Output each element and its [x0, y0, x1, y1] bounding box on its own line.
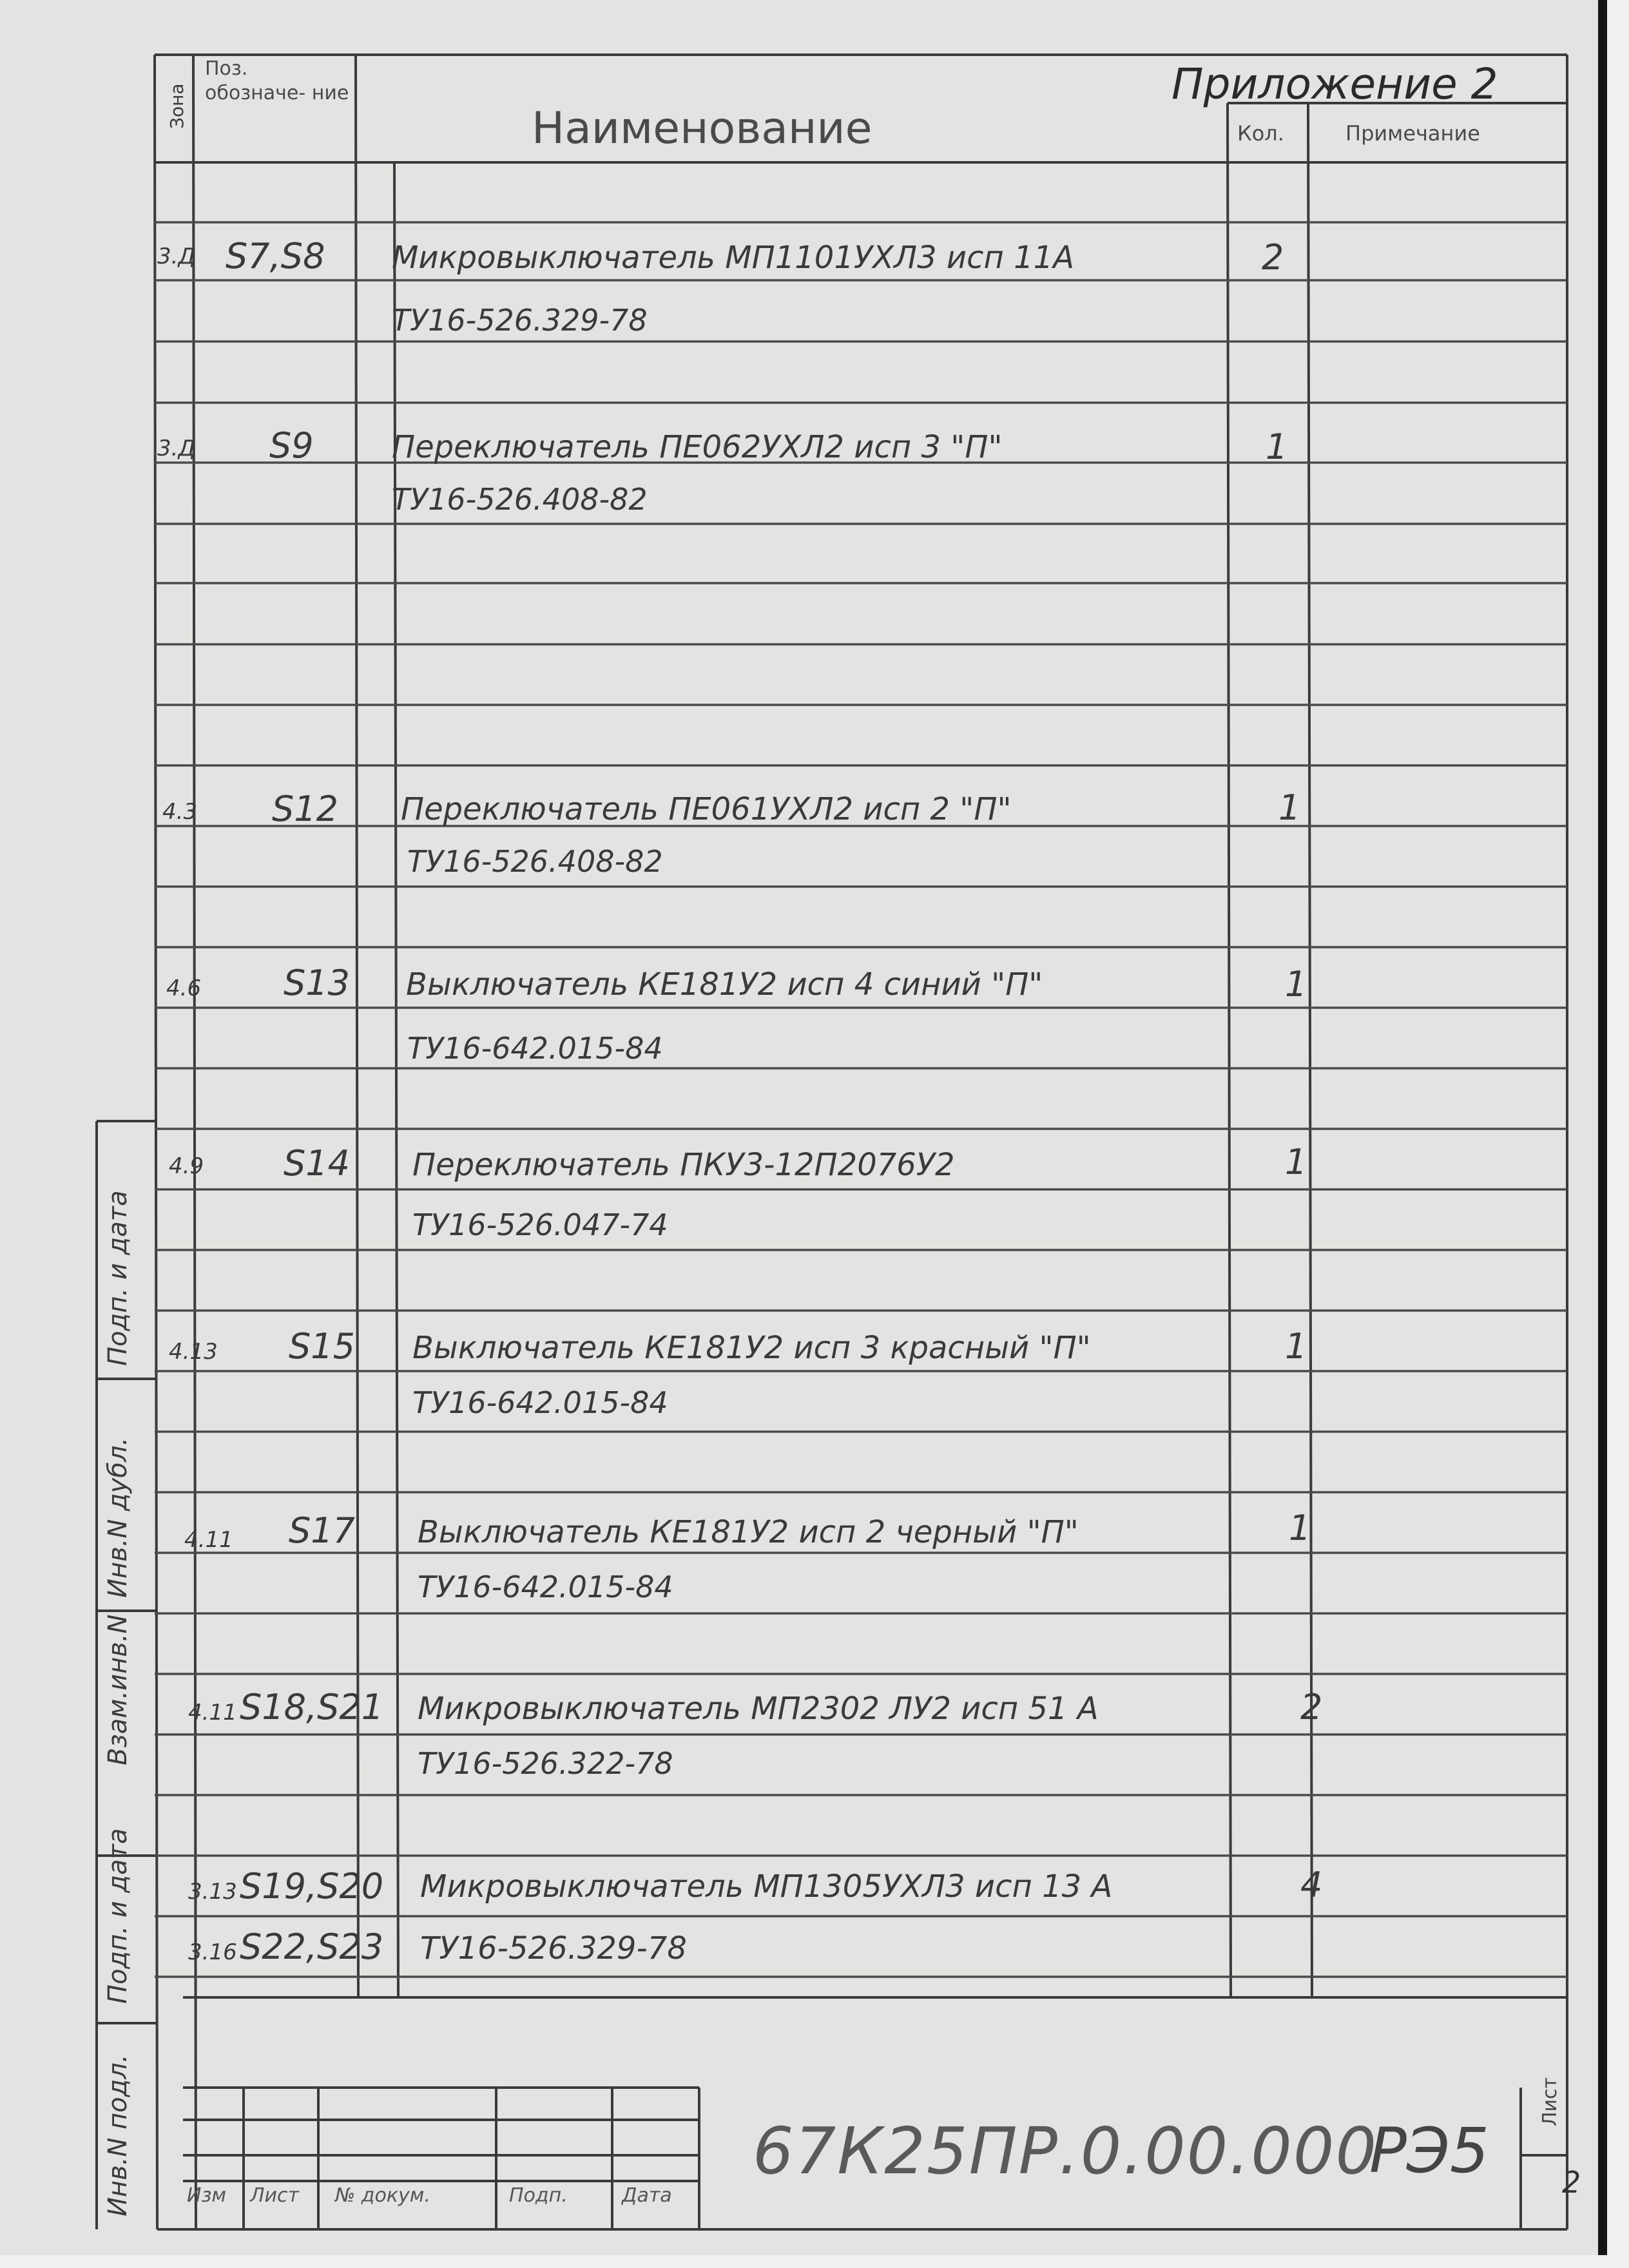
header-name: Наименование — [532, 103, 872, 154]
row-spec: ТУ16-526.047-74 — [412, 1207, 668, 1242]
row-qty: 1 — [1278, 787, 1301, 828]
row-name: Микровыключатель МП2302 ЛУ2 исп 51 А — [418, 1691, 1099, 1727]
row-zone: 4.11 — [184, 1527, 233, 1553]
row-position: S12 — [272, 789, 338, 829]
stamp-label-signature: Подп. — [509, 2184, 568, 2207]
row-position: S7,S8 — [226, 236, 325, 276]
row-name: Выключатель КЕ181У2 исп 4 синий "П" — [406, 966, 1043, 1003]
row-qty: 1 — [1285, 1326, 1307, 1367]
row-zone: 4.6 — [166, 975, 202, 1001]
row-qty: 1 — [1285, 1142, 1307, 1182]
row-zone: 3.Д — [157, 436, 196, 461]
row-name: Микровыключатель МП1101УХЛ3 исп 11А — [392, 240, 1075, 276]
row-spec: ТУ16-642.015-84 — [418, 1570, 673, 1604]
row-position: S19,S20 — [240, 1866, 384, 1907]
row-qty: 2 — [1262, 237, 1284, 278]
row-name: Выключатель КЕ181У2 исп 3 красный "П" — [412, 1330, 1091, 1366]
stamp-label-date: Дата — [622, 2184, 672, 2207]
row-name: Выключатель КЕ181У2 исп 2 черный "П" — [418, 1514, 1079, 1550]
row-qty: 4 — [1300, 1865, 1323, 1905]
row-name: Переключатель ПКУ3-12П2076У2 — [412, 1147, 955, 1183]
row-spec: ТУ16-526.322-78 — [418, 1746, 673, 1781]
sheet-number: 2 — [1562, 2165, 1581, 2200]
stamp-label-doc-number: № докум. — [335, 2184, 430, 2207]
row-zone: 3.16 — [188, 1939, 237, 1965]
header-designation: Поз. обозначе- ние — [205, 57, 349, 104]
row-zone: 4.9 — [169, 1153, 204, 1179]
row-qty: 2 — [1300, 1687, 1323, 1727]
margin-inv-dubl: Инв.N дубл. — [103, 1437, 133, 1598]
row-position: S9 — [269, 425, 314, 466]
margin-vzam-inv: Взам.инв.N — [103, 1614, 133, 1765]
stamp-label-sheet: Лист — [250, 2184, 300, 2207]
row-name: ТУ16-526.329-78 — [420, 1930, 687, 1966]
row-zone: 4.13 — [169, 1339, 218, 1365]
row-position: S14 — [284, 1143, 350, 1184]
margin-inv-podl: Инв.N подл. — [103, 2054, 133, 2216]
row-qty: 1 — [1285, 964, 1307, 1004]
row-zone: 4.11 — [188, 1700, 237, 1725]
appendix-label: Приложение 2 — [1171, 59, 1498, 109]
margin-podp-data-1: Подп. и дата — [103, 1828, 133, 2004]
row-position: S13 — [284, 963, 350, 1003]
row-name: Переключатель ПЕ062УХЛ2 исп 3 "П" — [392, 429, 1003, 465]
row-zone: 4.3 — [162, 799, 198, 825]
header-note: Примечание — [1345, 121, 1480, 146]
row-qty: 1 — [1289, 1508, 1311, 1548]
row-spec: ТУ16-526.408-82 — [392, 482, 648, 517]
margin-podp-data-2: Подп. и дата — [103, 1190, 133, 1366]
row-spec: ТУ16-642.015-84 — [407, 1031, 663, 1066]
row-position: S17 — [289, 1510, 355, 1551]
document-type: РЭ5 — [1369, 2115, 1489, 2187]
row-name: Переключатель ПЕ061УХЛ2 исп 2 "П" — [401, 791, 1012, 827]
header-zone: Зона — [166, 83, 188, 129]
row-zone: 3.Д — [157, 244, 196, 269]
row-spec: ТУ16-526.408-82 — [407, 844, 663, 879]
row-spec: ТУ16-642.015-84 — [412, 1385, 668, 1420]
row-position: S15 — [289, 1326, 355, 1367]
row-zone: 3.13 — [188, 1879, 237, 1905]
row-name: Микровыключатель МП1305УХЛ3 исп 13 А — [420, 1869, 1113, 1905]
stamp-label-change: Изм — [187, 2184, 227, 2207]
header-qty: Кол. — [1237, 121, 1284, 146]
row-position: S22,S23 — [240, 1927, 384, 1967]
document-code: 67К25ПР.0.00.000 — [753, 2113, 1378, 2189]
sheet-label: Лист — [1539, 2077, 1561, 2126]
row-position: S18,S21 — [240, 1687, 384, 1727]
row-qty: 1 — [1266, 427, 1288, 467]
row-spec: ТУ16-526.329-78 — [392, 303, 648, 338]
